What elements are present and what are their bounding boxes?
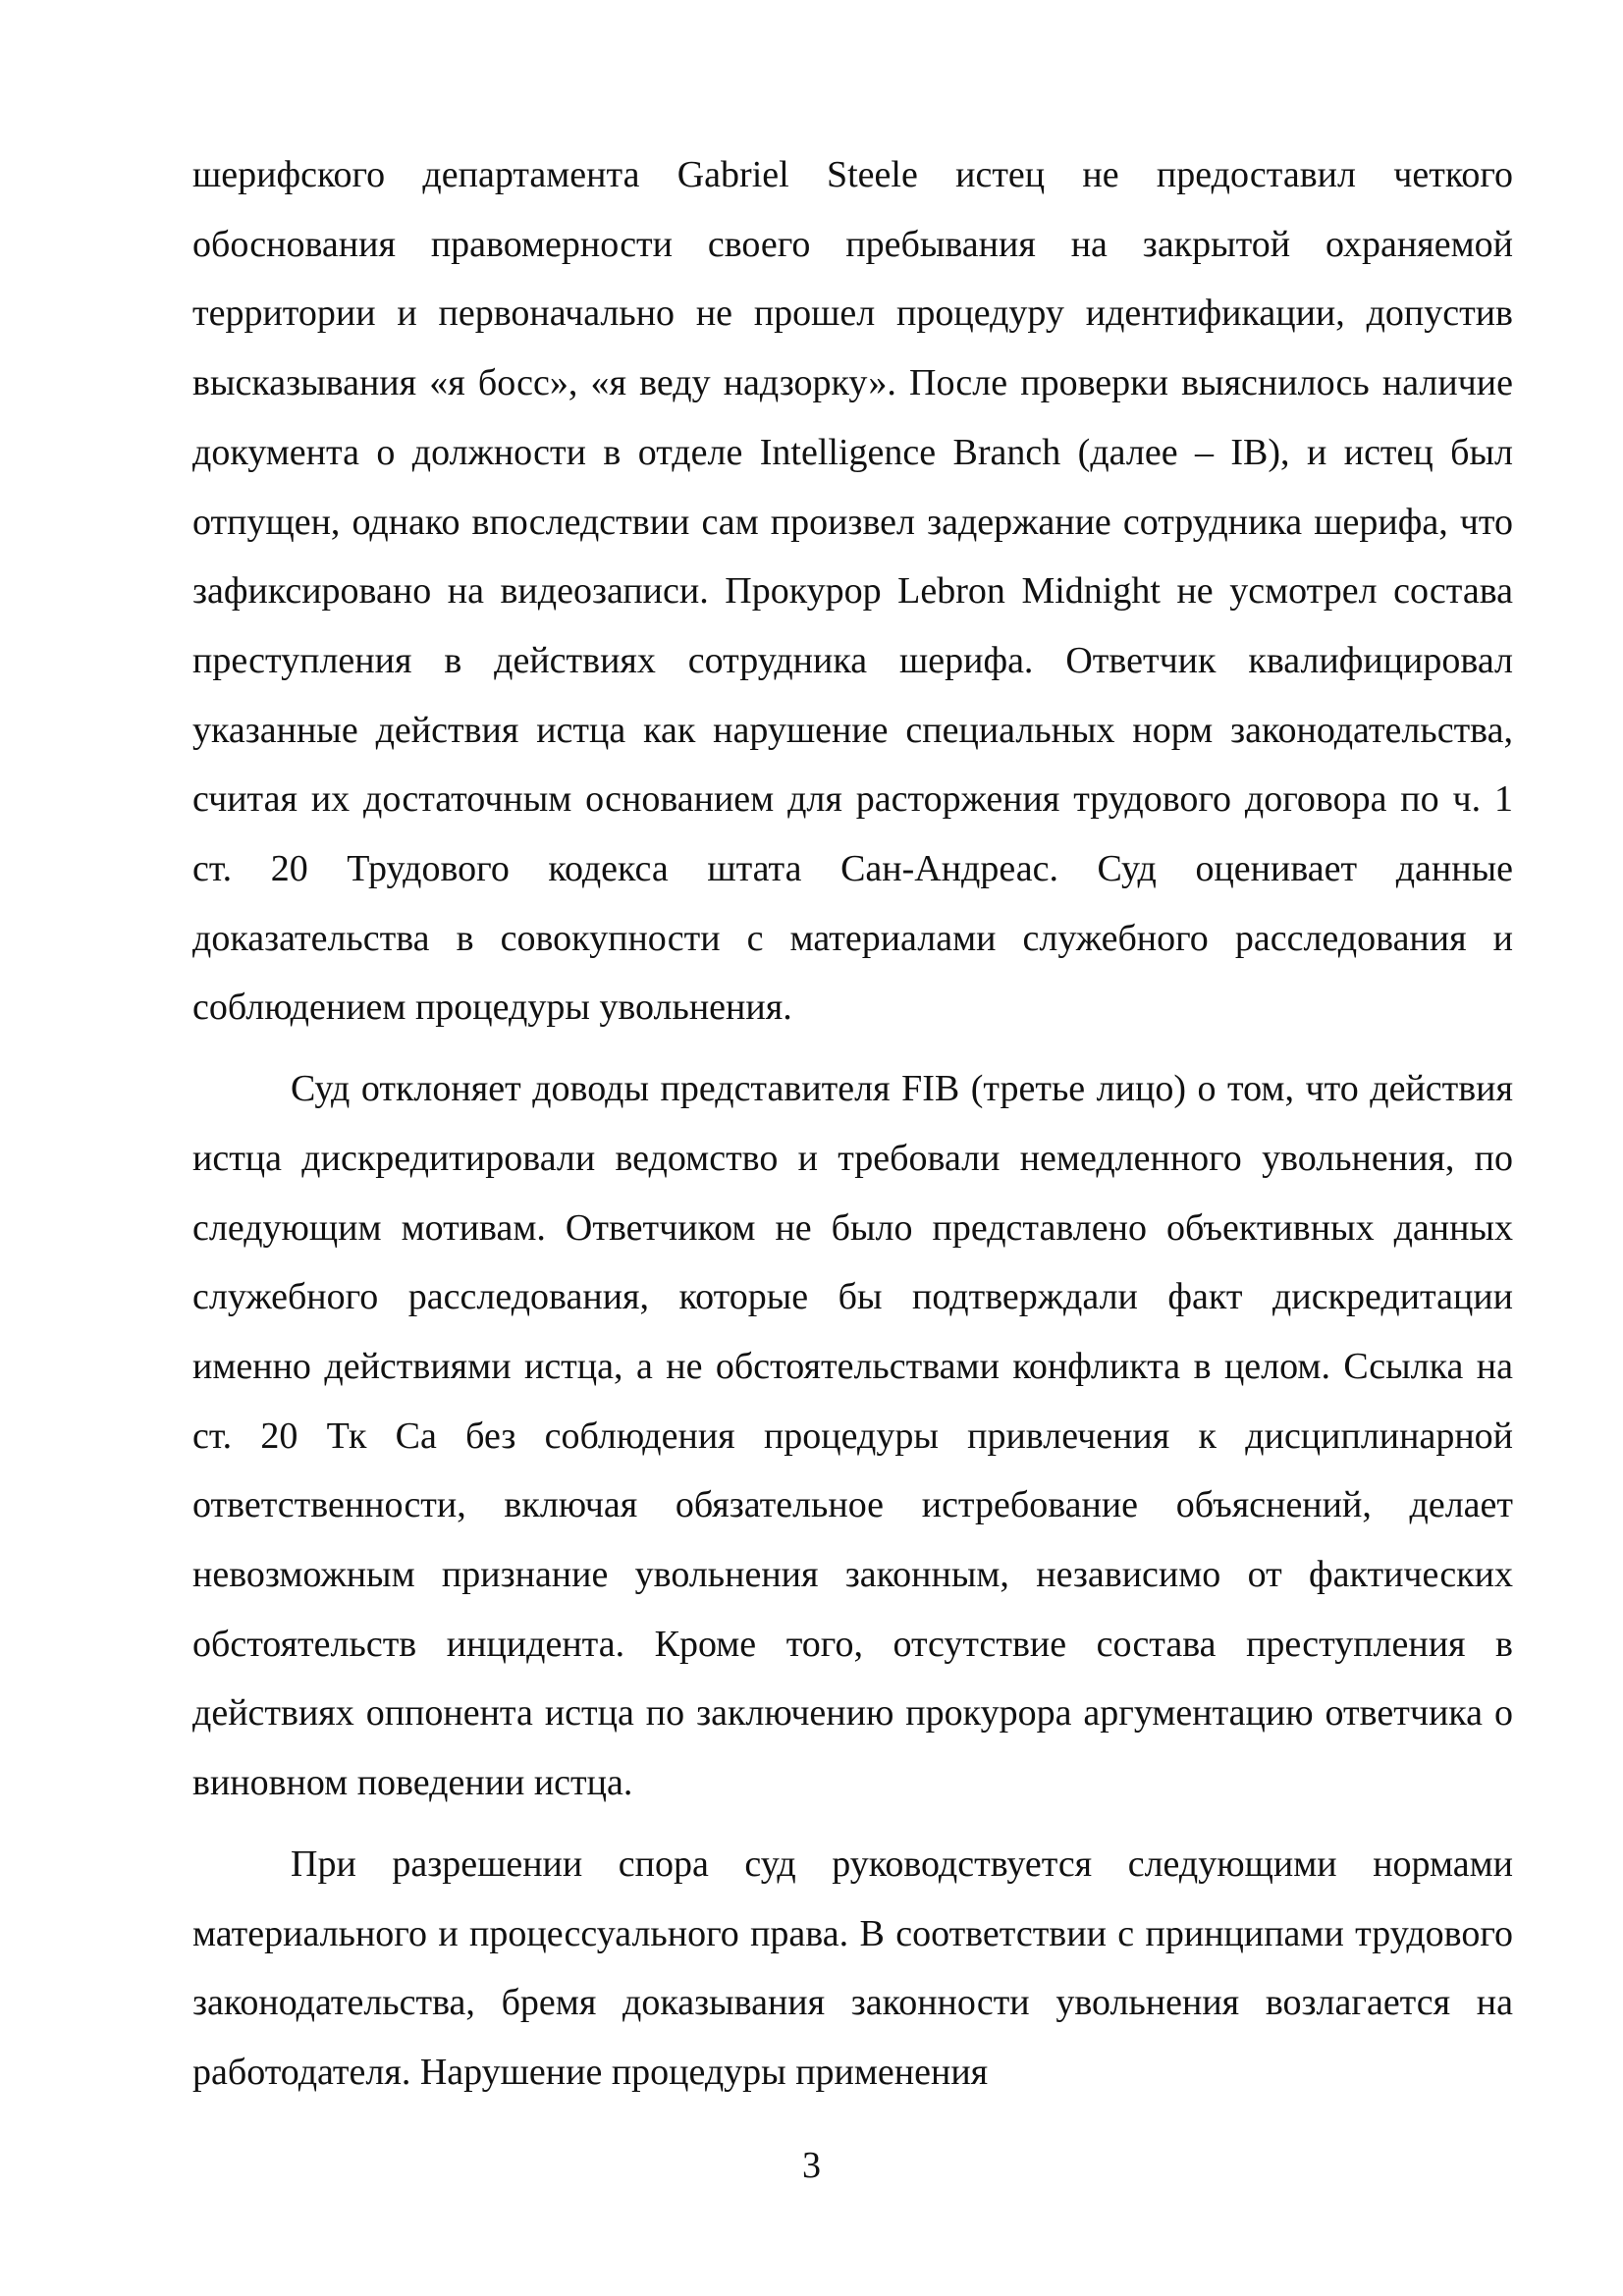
paragraph-2: Суд отклоняет доводы представителя FIB (третье лицо) о том, что действия истца дискредитировали ведомство и требовали немедленного увольнения, по следующим мотивам. Ответчиком не было представлено объективных данных служебного расследования, которые бы подтверждали факт дискредитации именно действиями истца, а не обстоятельствами конфликта в целом. Ссылка на ст. 20 Тк Са без соблюдения процедуры привлечения к дисциплинарной ответственности, включая обязательное истребование объяснений, делает невозможным признание увольнения законным, независимо от фактических обстоятельств инцидента. Кроме того, отсутствие состава преступления в действиях оппонента истца по заключению прокурора аргументацию ответчика о виновном поведении истца. [192,1068,1513,1804]
paragraph-3: При разрешении спора суд руководствуется следующими нормами материального и процессуального права. В соответствии с принципами трудового законодательства, бремя доказывания законности увольнения возлагается на работодателя. Нарушение процедуры применения [192,1842,1513,2093]
page-number: 3 [802,2145,821,2186]
document-body [192,140,1513,2108]
paragraph-1: шерифского департамента Gabriel Steele истец не предоставил четкого обоснования правомерности своего пребывания на закрытой охраняемой территории и первоначально не прошел процедуру идентификации, допустив высказывания «я босс», «я веду надзорку». После проверки выяснилось наличие документа о должности в отделе Intelligence Branch (далее – IB), и истец был отпущен, однако впоследствии сам произвел задержание сотрудника шерифа, что зафиксировано на видеозаписи. Прокурор Lebron Midnight не усмотрел состава преступления в действиях сотрудника шерифа. Ответчик квалифицировал указанные действия истца как нарушение специальных норм законодательства, считая их достаточным основанием для расторжения трудового договора по ч. 1 ст. 20 Трудового кодекса штата Сан-Андреас. Суд оценивает данные доказательства в совокупности с материалами служебного расследования и соблюдением процедуры увольнения. [192,154,1513,1029]
